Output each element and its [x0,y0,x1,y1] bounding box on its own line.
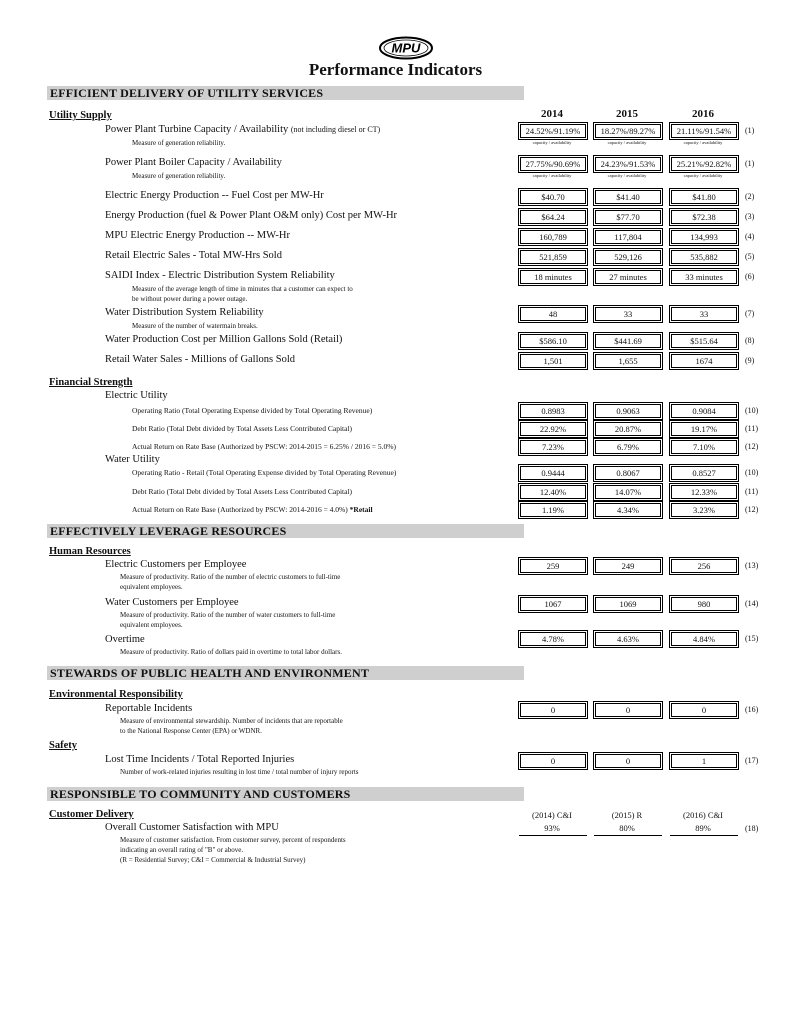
value-cell: 93% [544,823,560,833]
value-cell: 33 minutes [671,270,737,284]
value-cell: $41.40 [595,190,661,204]
value-cell: 1 [671,754,737,768]
footnote-ref: (16) [745,705,759,714]
survey-year-header: (2015) R [611,810,643,820]
page-title: Performance Indicators [308,60,483,79]
row-description: Measure of productivity. Ratio of the number of electric customers to full-time [120,573,341,581]
value-cell: $41.80 [671,190,737,204]
row-label: Actual Return on Rate Base (Authorized by PSCW: 2014-2015 = 6.25% / 2016 = 5.0%) [132,442,396,451]
value-cell: 0.8527 [671,466,737,480]
value-cell: $72.38 [671,210,737,224]
subhead-customer-delivery: Customer Delivery [49,809,134,820]
row-label: Power Plant Turbine Capacity / Availability (not including diesel or CT) [105,124,381,135]
row-label: Retail Electric Sales - Total MW-Hrs Sold [105,250,282,261]
value-cell: 535,882 [671,250,737,264]
row-label: Water Utility [105,454,160,465]
value-cell: 27.75%/90.69% [520,157,586,171]
row-label: MPU Electric Energy Production -- MW-Hr [105,230,290,241]
value-cell: 0 [595,703,661,717]
year-header: 2016 [692,108,714,120]
row-label: SAIDI Index - Electric Distribution System Reliability [105,270,335,281]
row-description: Number of work-related injuries resulting in lost time / total number of injury reports [120,768,359,776]
row-label: Overall Customer Satisfaction with MPU [105,822,279,833]
footnote-ref: (11) [745,424,759,433]
row-label: Power Plant Boiler Capacity / Availability [105,157,282,168]
row-description: Measure of productivity. Ratio of the number of water customers to full-time [120,611,336,619]
value-cell: 18.27%/89.27% [595,124,661,138]
value-cell: 1.19% [520,503,586,517]
value-cell: 1,501 [520,354,586,368]
value-cell: 1067 [520,597,586,611]
value-cell: 27 minutes [595,270,661,284]
value-cell: 4.63% [595,632,661,646]
value-cell: 134,993 [671,230,737,244]
row-description: equivalent employees. [120,583,183,591]
value-cell: 25.21%/92.82% [671,157,737,171]
value-cell: 89% [695,823,711,833]
value-cell: 12.40% [520,485,586,499]
value-cell: 33 [595,307,661,321]
row-label: Electric Customers per Employee [105,559,247,570]
row-label: Retail Water Sales - Millions of Gallons Sold [105,354,295,365]
value-cell: 0.9063 [595,404,661,418]
value-cell: 24.52%/91.19% [520,124,586,138]
value-cell: 12.33% [671,485,737,499]
row-description: Measure of environmental stewardship. Number of incidents that are reportable [120,717,343,725]
value-cell: 0.8983 [520,404,586,418]
value-cell: 20.87% [595,422,661,436]
value-cell: 0.8067 [595,466,661,480]
value-cell: 3.23% [671,503,737,517]
row-description: Measure of the average length of time in minutes that a customer can expect to [132,285,353,293]
value-cell: 19.17% [671,422,737,436]
footnote-ref: (4) [745,232,755,241]
row-description: to the National Response Center (EPA) or WDNR. [120,727,262,735]
value-cell: 0.9444 [520,466,586,480]
row-description: Measure of generation reliability. [132,172,226,180]
value-caption: capacity / availability [607,140,647,145]
footnote-ref: (15) [745,634,759,643]
subhead-safety: Safety [49,740,77,751]
row-label: Operating Ratio (Total Operating Expense divided by Total Operating Revenue) [132,406,373,415]
row-description: Measure of the number of watermain breaks. [132,322,258,330]
row-label: Electric Energy Production -- Fuel Cost per MW-Hr [105,190,324,201]
footnote-ref: (7) [745,309,755,318]
footnote-ref: (1) [745,126,755,135]
footnote-ref: (5) [745,252,755,261]
footnote-ref: (6) [745,272,755,281]
value-cell: $40.70 [520,190,586,204]
row-label: Water Production Cost per Million Gallons Sold (Retail) [105,334,343,345]
row-label: Water Distribution System Reliability [105,307,264,318]
value-cell: 529,126 [595,250,661,264]
value-cell: 0.9084 [671,404,737,418]
divider [519,835,587,836]
survey-year-header: (2016) C&I [683,810,723,820]
divider [670,835,738,836]
row-label: Overtime [105,634,145,645]
row-label: Actual Return on Rate Base (Authorized by PSCW: 2014-2016 = 4.0%) *Retail [132,505,373,514]
value-cell: 1674 [671,354,737,368]
footnote-ref: (17) [745,756,759,765]
row-label: Lost Time Incidents / Total Reported Injuries [105,754,295,765]
logo-text: MPU [391,40,421,56]
value-cell: 7.23% [520,440,586,454]
value-cell: 160,789 [520,230,586,244]
footnote-ref: (12) [745,505,759,514]
section-header: RESPONSIBLE TO COMMUNITY AND CUSTOMERS [47,787,524,801]
section-header: EFFICIENT DELIVERY OF UTILITY SERVICES [47,86,524,100]
value-cell: 0 [520,703,586,717]
footnote-ref: (13) [745,561,759,570]
row-label: Water Customers per Employee [105,597,239,608]
footnote-ref: (10) [745,406,759,415]
value-cell: 0 [595,754,661,768]
footnote-ref: (18) [745,824,759,833]
value-cell: 22.92% [520,422,586,436]
value-cell: 7.10% [671,440,737,454]
value-cell: 4.34% [595,503,661,517]
footnote-ref: (12) [745,442,759,451]
value-caption: capacity / availability [683,173,723,178]
row-description: equivalent employees. [120,621,183,629]
value-cell: 80% [619,823,635,833]
value-cell: 259 [520,559,586,573]
value-cell: 1,655 [595,354,661,368]
value-cell: 0 [671,703,737,717]
footnote-ref: (10) [745,468,759,477]
footnote-ref: (2) [745,192,755,201]
value-cell: 0 [520,754,586,768]
section-header: STEWARDS OF PUBLIC HEALTH AND ENVIRONMENT [47,666,524,680]
row-description: indicating an overall rating of "B" or above. [120,846,244,854]
value-cell: 18 minutes [520,270,586,284]
value-cell: $77.70 [595,210,661,224]
value-cell: 48 [520,307,586,321]
footnote-ref: (14) [745,599,759,608]
row-description: (R = Residential Survey; C&I = Commercial & Industrial Survey) [120,856,306,864]
value-caption: capacity / availability [683,140,723,145]
row-description: Measure of generation reliability. [132,139,226,147]
survey-year-header: (2014) C&I [532,810,572,820]
row-label: Electric Utility [105,390,168,401]
row-label: Reportable Incidents [105,703,193,714]
year-header: 2014 [541,108,563,120]
value-cell: 14.07% [595,485,661,499]
value-cell: 256 [671,559,737,573]
value-cell: 21.11%/91.54% [671,124,737,138]
row-label: Debt Ratio (Total Debt divided by Total Assets Less Contributed Capital) [132,424,353,433]
subhead-human-resources: Human Resources [49,546,131,557]
value-cell: $64.24 [520,210,586,224]
divider [594,835,662,836]
value-cell: 980 [671,597,737,611]
footnote-ref: (1) [745,159,755,168]
row-label: Operating Ratio - Retail (Total Operating Expense divided by Total Operating Revenue) [132,468,397,477]
value-cell: $441.69 [595,334,661,348]
row-label: Energy Production (fuel & Power Plant O&M only) Cost per MW-Hr [105,210,398,221]
value-caption: capacity / availability [532,173,572,178]
subhead-environmental: Environmental Responsibility [49,689,183,700]
value-cell: 521,859 [520,250,586,264]
value-cell: 117,804 [595,230,661,244]
value-cell: 4.84% [671,632,737,646]
subhead-utility-supply: Utility Supply [49,110,112,121]
footnote-ref: (11) [745,487,759,496]
value-cell: $586.10 [520,334,586,348]
mpu-logo [378,36,434,60]
value-caption: capacity / availability [532,140,572,145]
value-caption: capacity / availability [607,173,647,178]
section-header: EFFECTIVELY LEVERAGE RESOURCES [47,524,524,538]
row-description: be without power during a power outage. [132,295,248,303]
row-label: Debt Ratio (Total Debt divided by Total Assets Less Contributed Capital) [132,487,353,496]
footnote-ref: (9) [745,356,755,365]
row-description: Measure of customer satisfaction. From customer survey, percent of respondents [120,836,346,844]
subhead-financial-strength: Financial Strength [49,377,133,388]
year-header: 2015 [616,108,638,120]
value-cell: 33 [671,307,737,321]
value-cell: 1069 [595,597,661,611]
value-cell: $515.64 [671,334,737,348]
footnote-ref: (8) [745,336,755,345]
value-cell: 6.79% [595,440,661,454]
footnote-ref: (3) [745,212,755,221]
row-description: Measure of productivity. Ratio of dollars paid in overtime to total labor dollars. [120,648,342,656]
value-cell: 24.23%/91.53% [595,157,661,171]
value-cell: 4.78% [520,632,586,646]
value-cell: 249 [595,559,661,573]
